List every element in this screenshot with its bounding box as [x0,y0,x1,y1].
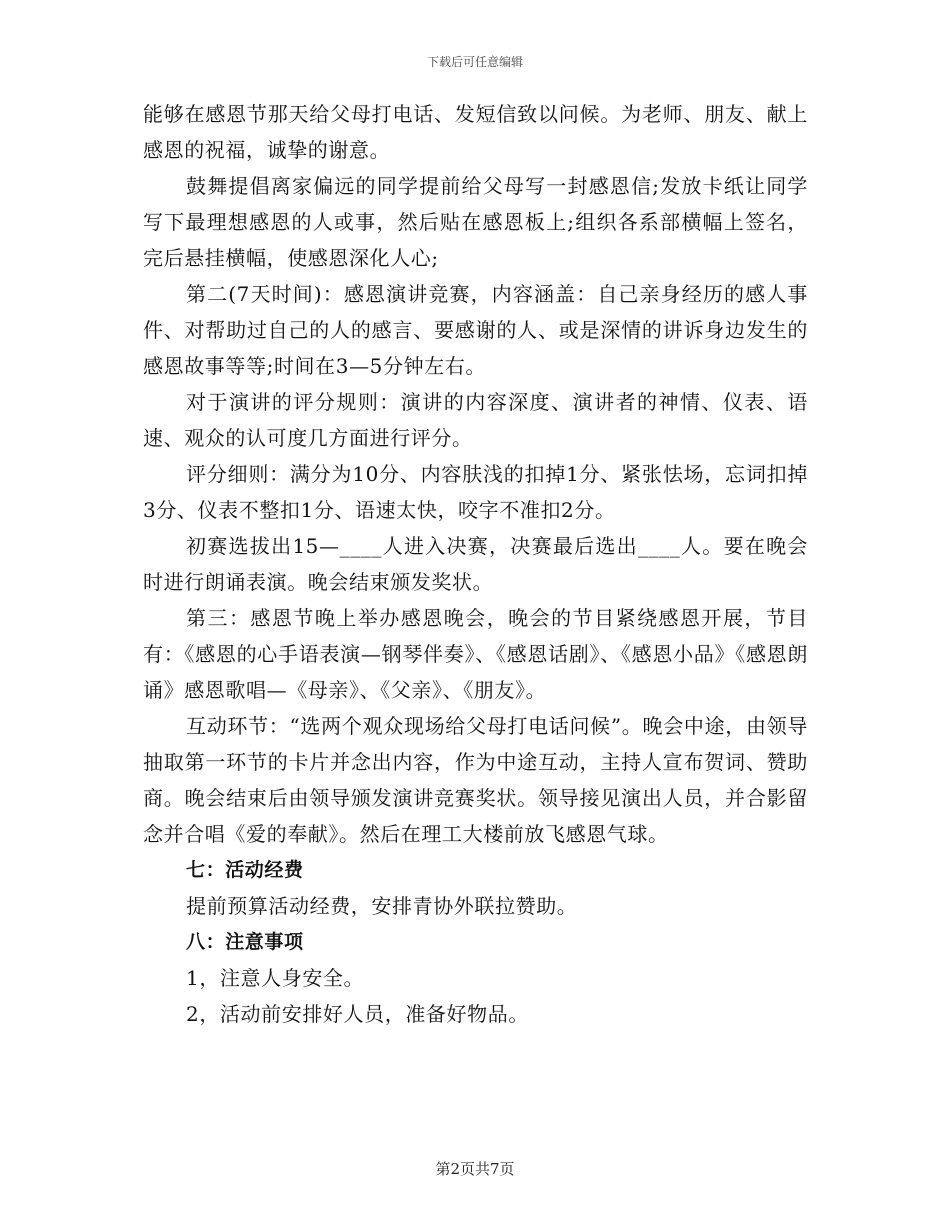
heading-activity-funding: 七：活动经费 [186,859,304,881]
paragraph-scoring-details: 评分细则：满分为10分、内容肤浅的扣掉1分、紧张怯场，忘词扣掉3分、仪表不整扣1分、语速太快，咬字不准扣2分。 [143,462,808,522]
page-header: 下载后可任意编辑 [426,55,523,69]
list-item-safety: 1，注意人身安全。 [186,966,365,990]
paragraph-evening-party: 第三：感恩节晚上举办感恩晚会，晚会的节目紧绕感恩开展，节目有：《感恩的心手语表演—钢琴伴奏》、《感恩话剧》、《感恩小品》《感恩朗诵》感恩歌唱—《母亲》、《父亲》、《朋友》。 [143,606,808,702]
paragraph-scoring-rules: 对于演讲的评分规则：演讲的内容深度、演讲者的神情、仪表、语速、观众的认可度几方面进行评分。 [143,390,808,450]
list-item-preparation: 2，活动前安排好人员，准备好物品。 [186,1002,529,1026]
paragraph-speech-contest: 第二(7天时间)：感恩演讲竞赛，内容涵盖：自己亲身经历的感人事件、对帮助过自己的人的感言、要感谢的人、或是深情的讲诉身边发生的感恩故事等等;时间在3—5分钟左右。 [143,282,808,378]
page-footer: 第2页共7页 [435,1160,515,1178]
paragraph-interaction: 互动环节：“选两个观众现场给父母打电话问候”。晚会中途，由领导抽取第一环节的卡片并念出内容，作为中途互动，主持人宣布贺词、赞助商。晚会结束后由领导颁发演讲竞赛奖状。领导接见演出人员，并合影留念并合唱《爱的奉献》。然后在理工大楼前放飞感恩气球。 [143,714,808,846]
paragraph-thank-you-letter: 鼓舞提倡离家偏远的同学提前给父母写一封感恩信;发放卡纸让同学写下最理想感恩的人或事，然后贴在感恩板上;组织各系部横幅上签名，完后悬挂横幅，使感恩深化人心; [143,174,808,270]
heading-precautions: 八：注意事项 [186,931,304,953]
document-body [143,96,808,1032]
paragraph-preliminary: 初赛选拔出15—____人进入决赛，决赛最后选出____人。要在晚会时进行朗诵表演。晚会结束颁发奖状。 [143,534,808,594]
paragraph-greetings: 能够在感恩节那天给父母打电话、发短信致以问候。为老师、朋友、献上感恩的祝福，诚挚的谢意。 [143,102,808,162]
paragraph-funding: 提前预算活动经费，安排青协外联拉赞助。 [186,894,578,918]
